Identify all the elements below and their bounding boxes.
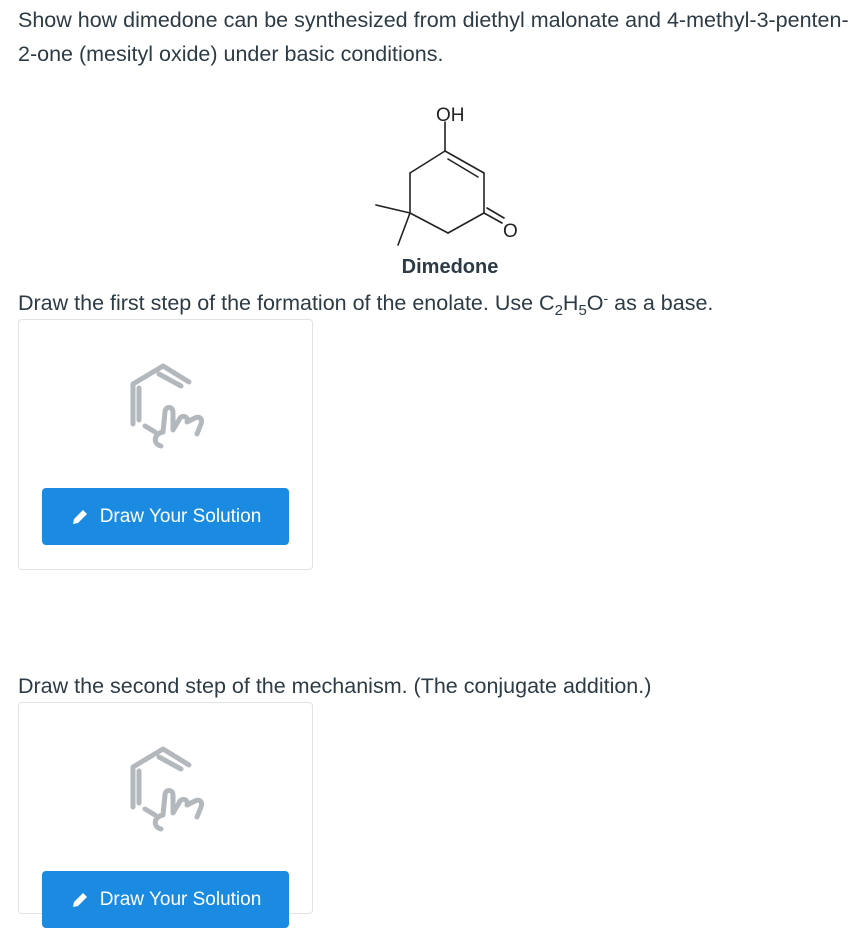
question-text: Show how dimedone can be synthesized from diethyl malonate and 4-methyl-3-penten-2-one (mesityl oxide) under basic conditions. [18,8,849,66]
draw-solution-button[interactable] [42,488,289,545]
pencil-icon [70,507,90,527]
drawing-tool-icon [115,354,217,454]
molecule-caption: Dimedone [401,256,499,278]
step2-prompt: Draw the second step of the mechanism. (The conjugate addition.) [18,674,652,698]
oh-label: OH [436,105,465,126]
draw-solution-button[interactable] [42,871,289,928]
step2-drawing-card [18,702,313,914]
step1-drawing-card [18,319,313,570]
draw-solution-label: Draw Your Solution [99,505,262,527]
draw-solution-label: Draw Your Solution [99,888,262,910]
dimedone-structure [360,95,540,255]
pencil-icon [70,890,90,910]
drawing-tool-icon [115,737,217,837]
o-label: O [503,221,518,242]
step1-prompt: Draw the first step of the formation of the enolate. Use $C_2H_5O^-$ as a base. [18,290,714,319]
